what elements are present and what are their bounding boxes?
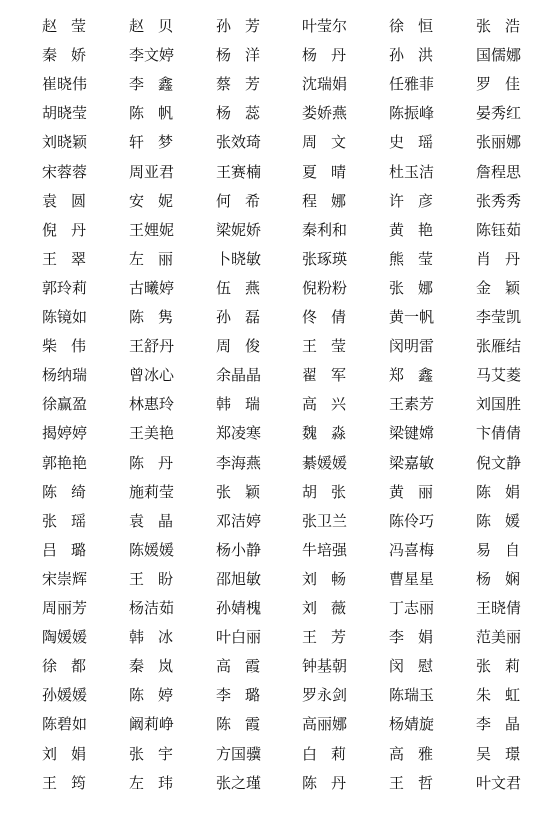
- roster-name: 杨娴: [476, 569, 535, 588]
- roster-row: [0, 740, 542, 769]
- roster-name: 张丽娜: [476, 133, 522, 152]
- roster-name: 古曦婷: [129, 278, 175, 297]
- roster-name: 朱虹: [476, 686, 535, 705]
- roster-name: 郭玲莉: [42, 278, 88, 297]
- roster-name: 夏晴: [302, 162, 361, 181]
- roster-row: [0, 158, 542, 187]
- roster-name: 牛培强: [302, 540, 348, 559]
- roster-name: 刘娟: [42, 744, 101, 763]
- roster-name: 秦娇: [42, 46, 101, 65]
- roster-name: 李莹凯: [476, 308, 522, 326]
- roster-name: 杨洁茹: [129, 599, 175, 617]
- roster-name: 左丽: [129, 249, 188, 268]
- roster-name: 陈伶巧: [389, 511, 435, 530]
- roster-name: 高兴: [302, 395, 361, 414]
- roster-row: [0, 710, 542, 739]
- roster-name: 李鑫: [129, 75, 188, 94]
- roster-name: 揭婷婷: [42, 424, 88, 443]
- roster-name: 余晶晶: [216, 366, 262, 385]
- roster-name: 肖丹: [476, 249, 535, 268]
- roster-name: 范美丽: [476, 628, 522, 647]
- roster-name: 孙芳: [216, 17, 275, 35]
- roster-name: 卜晓敏: [216, 249, 262, 268]
- roster-name: 邵旭敏: [216, 569, 262, 588]
- roster-row: [0, 652, 542, 681]
- roster-name: 周丽芳: [42, 599, 88, 617]
- roster-name: 李璐: [216, 686, 275, 705]
- roster-row: [0, 128, 542, 157]
- roster-name: 林惠玲: [129, 395, 175, 414]
- roster-name: 陈婷: [129, 686, 188, 705]
- roster-name: 马艾菱: [476, 366, 522, 385]
- roster-name: 任雅菲: [389, 75, 435, 94]
- roster-name: 赵贝: [129, 17, 188, 35]
- roster-name: 胡晓莹: [42, 104, 88, 123]
- roster-name: 陈丹: [302, 773, 361, 792]
- roster-name: 张娜: [389, 278, 448, 297]
- roster-name: 徐恒: [389, 17, 448, 35]
- roster-name: 沈瑞娟: [302, 75, 348, 94]
- roster-name: 陈隽: [129, 308, 188, 326]
- roster-name: 刘国胜: [476, 395, 522, 414]
- roster-name: 胡张: [302, 482, 361, 501]
- roster-name: 王哲: [389, 773, 448, 792]
- roster-name: 张莉: [476, 657, 535, 676]
- roster-name: 闵慰: [389, 657, 448, 676]
- roster-name: 王筠: [42, 773, 101, 792]
- roster-row: [0, 449, 542, 478]
- roster-name: 程娜: [302, 191, 361, 210]
- roster-name: 闵明雷: [389, 337, 435, 356]
- roster-row: [0, 12, 542, 41]
- roster-row: [0, 390, 542, 419]
- roster-name: 杨丹: [302, 46, 361, 65]
- roster-name: 陈媛媛: [129, 540, 175, 559]
- roster-name: 轩梦: [129, 133, 188, 152]
- roster-name: 秦岚: [129, 657, 188, 676]
- roster-name: 杜玉洁: [389, 162, 435, 181]
- roster-name: 邓洁婷: [216, 511, 262, 530]
- roster-name: 曾冰心: [129, 366, 175, 385]
- roster-name: 高丽娜: [302, 715, 348, 734]
- roster-name: 蔡芳: [216, 75, 275, 94]
- roster-name: 高雅: [389, 744, 448, 763]
- roster-name: 刘晓颖: [42, 133, 88, 152]
- roster-name: 方国骥: [216, 744, 262, 763]
- roster-name: 李海燕: [216, 453, 262, 472]
- roster-name: 刘畅: [302, 569, 361, 588]
- roster-row: [0, 332, 542, 361]
- roster-name: 叶文君: [476, 773, 522, 792]
- roster-name: 郑鑫: [389, 366, 448, 385]
- roster-name: 娄娇燕: [302, 104, 348, 123]
- roster-name: 张卫兰: [302, 511, 348, 530]
- roster-name: 王莹: [302, 337, 361, 356]
- roster-row: [0, 536, 542, 565]
- roster-row: [0, 245, 542, 274]
- roster-name: 王美艳: [129, 424, 175, 443]
- roster-name: 左玮: [129, 773, 188, 792]
- roster-name: 陈丹: [129, 453, 188, 472]
- roster-name: 黄艳: [389, 220, 448, 239]
- roster-row: [0, 274, 542, 303]
- roster-row: [0, 478, 542, 507]
- roster-name: 施莉莹: [129, 482, 175, 501]
- roster-name: 赵莹: [42, 17, 101, 35]
- roster-name: 王盼: [129, 569, 188, 588]
- roster-name: 秦利和: [302, 220, 348, 239]
- roster-name: 张秀秀: [476, 191, 522, 210]
- roster-name: 倪丹: [42, 220, 101, 239]
- roster-name: 卞倩倩: [476, 424, 522, 443]
- roster-name: 宋蓉蓉: [42, 162, 88, 181]
- roster-name: 熊莹: [389, 249, 448, 268]
- roster-name: 陈帆: [129, 104, 188, 123]
- roster-name: 魏淼: [302, 424, 361, 443]
- roster-name: 黄丽: [389, 482, 448, 501]
- roster-name: 吴璟: [476, 744, 535, 763]
- roster-name: 倪文静: [476, 453, 522, 472]
- roster-name: 王赛楠: [216, 162, 262, 181]
- roster-name: 崔晓伟: [42, 75, 88, 94]
- roster-row: [0, 70, 542, 99]
- roster-name: 李文婷: [129, 46, 175, 65]
- roster-name: 易自: [476, 540, 535, 559]
- roster-row: [0, 303, 542, 332]
- roster-name: 陈媛: [476, 511, 535, 530]
- roster-name: 高霞: [216, 657, 275, 676]
- roster-name: 周亚君: [129, 162, 175, 181]
- roster-name: 韩冰: [129, 628, 188, 647]
- roster-name: 佟倩: [302, 308, 361, 326]
- roster-name: 陈镜如: [42, 308, 88, 326]
- roster-name: 杨纳瑞: [42, 366, 88, 385]
- roster-name: 倪粉粉: [302, 278, 348, 297]
- roster-name: 张琢瑛: [302, 249, 348, 268]
- roster-name: 陈碧如: [42, 715, 88, 734]
- roster-name: 李娟: [389, 628, 448, 647]
- roster-name: 金颖: [476, 278, 535, 297]
- roster-name: 安妮: [129, 191, 188, 210]
- roster-name: 史瑶: [389, 133, 448, 152]
- roster-name: 梁妮娇: [216, 220, 262, 239]
- roster-name: 宋崇辉: [42, 569, 88, 588]
- roster-row: [0, 594, 542, 623]
- roster-name: 吕璐: [42, 540, 101, 559]
- roster-name: 张浩: [476, 17, 535, 35]
- roster-name: 张雁结: [476, 337, 522, 356]
- roster-name: 翟军: [302, 366, 361, 385]
- roster-name: 孙媛媛: [42, 686, 88, 705]
- roster-name: 徐都: [42, 657, 101, 676]
- roster-row: [0, 361, 542, 390]
- roster-row: [0, 419, 542, 448]
- roster-name: 白莉: [302, 744, 361, 763]
- roster-name: 郑凌寒: [216, 424, 262, 443]
- roster-row: [0, 216, 542, 245]
- roster-name: 张效琦: [216, 133, 262, 152]
- roster-name: 梁嘉敏: [389, 453, 435, 472]
- roster-name: 杨蕊: [216, 104, 275, 123]
- roster-row: [0, 623, 542, 652]
- roster-name: 国儒娜: [476, 46, 522, 65]
- roster-name: 綦媛媛: [302, 453, 348, 472]
- roster-name: 王晓倩: [476, 599, 522, 617]
- roster-name: 韩瑞: [216, 395, 275, 414]
- roster-name: 王舒丹: [129, 337, 175, 356]
- roster-name: 冯喜梅: [389, 540, 435, 559]
- roster-row: [0, 769, 542, 798]
- roster-row: [0, 41, 542, 70]
- roster-name: 张颖: [216, 482, 275, 501]
- roster-name: 孙婧槐: [216, 599, 262, 617]
- roster-name: 杨小静: [216, 540, 262, 559]
- roster-name: 柴伟: [42, 337, 101, 356]
- roster-name: 何希: [216, 191, 275, 210]
- roster-name: 阚莉峥: [129, 715, 175, 734]
- roster-name: 周俊: [216, 337, 275, 356]
- roster-name: 梁键嫦: [389, 424, 435, 443]
- roster-name: 曹星星: [389, 569, 435, 588]
- roster-name: 杨婧旋: [389, 715, 435, 734]
- roster-name: 孙磊: [216, 308, 275, 326]
- roster-name: 陈娟: [476, 482, 535, 501]
- roster-name: 王芳: [302, 628, 361, 647]
- roster-name: 张瑶: [42, 511, 101, 530]
- roster-name: 詹程思: [476, 162, 522, 181]
- roster-name: 晏秀红: [476, 104, 522, 123]
- roster-name: 陈瑞玉: [389, 686, 435, 705]
- roster-name: 钟基朝: [302, 657, 348, 676]
- roster-name: 杨洋: [216, 46, 275, 65]
- roster-row: [0, 99, 542, 128]
- roster-name: 郭艳艳: [42, 453, 88, 472]
- roster-name: 刘薇: [302, 599, 361, 617]
- roster-name: 孙洪: [389, 46, 448, 65]
- roster-name: 伍燕: [216, 278, 275, 297]
- roster-name: 陶媛媛: [42, 628, 88, 647]
- roster-name: 罗永剑: [302, 686, 348, 705]
- roster-name: 王素芳: [389, 395, 435, 414]
- roster-name: 罗佳: [476, 75, 535, 94]
- roster-name: 王娌妮: [129, 220, 175, 239]
- roster-name: 袁圆: [42, 191, 101, 210]
- roster-name: 叶白丽: [216, 628, 262, 647]
- roster-name: 张之瑾: [216, 773, 262, 792]
- roster-name: 许彦: [389, 191, 448, 210]
- roster-name: 李晶: [476, 715, 535, 734]
- roster-row: [0, 187, 542, 216]
- roster-name: 叶莹尔: [302, 17, 348, 35]
- roster-name: 张宇: [129, 744, 188, 763]
- roster-name: 陈绮: [42, 482, 101, 501]
- roster-name: 丁志丽: [389, 599, 435, 617]
- roster-name: 袁晶: [129, 511, 188, 530]
- roster-name: 陈钰茹: [476, 220, 522, 239]
- roster-name: 陈振峰: [389, 104, 435, 123]
- roster-name: 徐赢盈: [42, 395, 88, 414]
- roster-row: [0, 565, 542, 594]
- roster-name: 黄一帆: [389, 308, 435, 326]
- roster-row: [0, 507, 542, 536]
- roster-name: 王翠: [42, 249, 101, 268]
- roster-name: 陈霞: [216, 715, 275, 734]
- roster-row: [0, 681, 542, 710]
- roster-name: 周文: [302, 133, 361, 152]
